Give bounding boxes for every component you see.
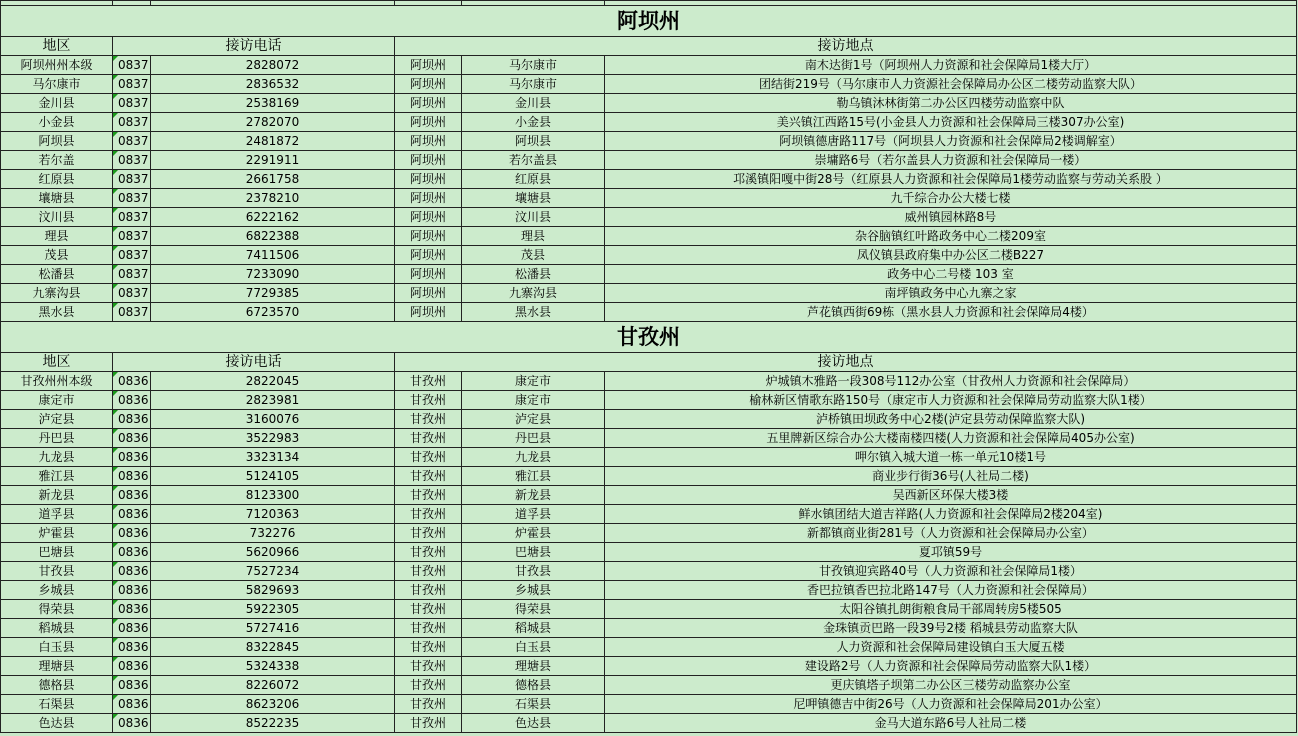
area-code-cell[interactable]: 0836 [113,562,151,581]
table-row [1,448,1297,467]
phone-number-cell[interactable]: 3160076 [151,410,395,429]
region-cell[interactable]: 丹巴县 [1,429,113,448]
region-cell[interactable]: 白玉县 [1,638,113,657]
county-cell[interactable]: 阿坝县 [462,132,605,151]
area-code-cell[interactable]: 0837 [113,151,151,170]
section-title[interactable]: 阿坝州 [1,6,1297,37]
phone-number-cell[interactable]: 8623206 [151,695,395,714]
area-code-cell[interactable]: 0836 [113,695,151,714]
county-cell[interactable]: 石渠县 [462,695,605,714]
header-phone[interactable]: 接访电话 [113,353,395,372]
prefecture-cell[interactable]: 阿坝州 [395,227,462,246]
prefecture-cell[interactable]: 甘孜州 [395,619,462,638]
header-phone[interactable]: 接访电话 [113,37,395,56]
table-row [1,676,1297,695]
area-code-cell[interactable]: 0837 [113,284,151,303]
phone-number-cell[interactable]: 2782070 [151,113,395,132]
region-cell[interactable]: 德格县 [1,676,113,695]
phone-number-cell[interactable]: 5829693 [151,581,395,600]
address-cell[interactable]: 人力资源和社会保障局建设镇白玉大厦五楼 [605,638,1297,657]
prefecture-cell[interactable]: 阿坝州 [395,284,462,303]
phone-number-cell[interactable]: 2836532 [151,75,395,94]
county-cell[interactable]: 马尔康市 [462,56,605,75]
header-address[interactable]: 接访地点 [395,353,1297,372]
table-row [1,429,1297,448]
region-cell[interactable]: 黑水县 [1,303,113,322]
table-row [1,151,1297,170]
prefecture-cell[interactable]: 阿坝州 [395,94,462,113]
prefecture-cell[interactable]: 阿坝州 [395,132,462,151]
address-cell[interactable]: 更庆镇塔子坝第二办公区三楼劳动监察办公室 [605,676,1297,695]
phone-number-cell[interactable]: 7120363 [151,505,395,524]
prefecture-cell[interactable]: 甘孜州 [395,429,462,448]
column-header-row [1,353,1297,372]
address-cell[interactable]: 团结街219号（马尔康市人力资源社会保障局办公区二楼劳动监察大队） [605,75,1297,94]
region-cell[interactable]: 理县 [1,227,113,246]
section-title[interactable]: 甘孜州 [1,322,1297,353]
address-cell[interactable]: 鲜水镇团结大道吉祥路(人力资源和社会保障局2楼204室) [605,505,1297,524]
county-cell[interactable]: 九龙县 [462,448,605,467]
table-row [1,94,1297,113]
prefecture-cell[interactable]: 阿坝州 [395,265,462,284]
county-cell[interactable]: 马尔康市 [462,75,605,94]
phone-number-cell[interactable]: 8522235 [151,714,395,733]
table-row [1,695,1297,714]
table-row [1,467,1297,486]
area-code-cell[interactable]: 0836 [113,448,151,467]
area-code-cell[interactable]: 0836 [113,600,151,619]
address-cell[interactable]: 甘孜镇迎宾路40号（人力资源和社会保障局1楼） [605,562,1297,581]
prefecture-cell[interactable]: 甘孜州 [395,657,462,676]
county-cell[interactable]: 得荣县 [462,600,605,619]
area-code-cell[interactable]: 0837 [113,303,151,322]
table-row [1,265,1297,284]
prefecture-cell[interactable]: 甘孜州 [395,486,462,505]
phone-number-cell[interactable]: 5324338 [151,657,395,676]
phone-number-cell[interactable]: 2291911 [151,151,395,170]
county-cell[interactable]: 炉霍县 [462,524,605,543]
region-cell[interactable]: 新龙县 [1,486,113,505]
county-cell[interactable]: 德格县 [462,676,605,695]
table-row [1,486,1297,505]
phone-number-cell[interactable]: 2661758 [151,170,395,189]
region-cell[interactable]: 阿坝县 [1,132,113,151]
prefecture-cell[interactable]: 阿坝州 [395,208,462,227]
phone-number-cell[interactable]: 8226072 [151,676,395,695]
table-row [1,113,1297,132]
phone-number-cell[interactable]: 5727416 [151,619,395,638]
county-cell[interactable]: 稻城县 [462,619,605,638]
address-cell[interactable]: 建设路2号（人力资源和社会保障局劳动监察大队1楼） [605,657,1297,676]
county-cell[interactable]: 新龙县 [462,486,605,505]
county-cell[interactable]: 道孚县 [462,505,605,524]
table-row [1,391,1297,410]
county-cell[interactable]: 雅江县 [462,467,605,486]
address-cell[interactable]: 凤仪镇县政府集中办公区二楼B227 [605,246,1297,265]
phone-number-cell[interactable]: 732276 [151,524,395,543]
table-row [1,246,1297,265]
prefecture-cell[interactable]: 甘孜州 [395,448,462,467]
area-code-cell[interactable]: 0837 [113,208,151,227]
address-cell[interactable]: 芦花镇西街69栋（黑水县人力资源和社会保障局4楼） [605,303,1297,322]
area-code-cell[interactable]: 0836 [113,543,151,562]
region-cell[interactable]: 马尔康市 [1,75,113,94]
county-cell[interactable]: 理塘县 [462,657,605,676]
region-cell[interactable]: 康定市 [1,391,113,410]
area-code-cell[interactable]: 0836 [113,714,151,733]
table-row [1,543,1297,562]
phone-number-cell[interactable]: 6723570 [151,303,395,322]
county-cell[interactable]: 松潘县 [462,265,605,284]
phone-number-cell[interactable]: 6822388 [151,227,395,246]
area-code-cell[interactable]: 0836 [113,372,151,391]
table-row [1,505,1297,524]
county-cell[interactable]: 乡城县 [462,581,605,600]
area-code-cell[interactable]: 0837 [113,189,151,208]
prefecture-cell[interactable]: 阿坝州 [395,75,462,94]
address-cell[interactable]: 政务中心二号楼 103 室 [605,265,1297,284]
county-cell[interactable]: 白玉县 [462,638,605,657]
prefecture-cell[interactable]: 甘孜州 [395,695,462,714]
phone-number-cell[interactable]: 7729385 [151,284,395,303]
section-title-row [1,322,1297,353]
phone-number-cell[interactable]: 5620966 [151,543,395,562]
area-code-cell[interactable]: 0836 [113,410,151,429]
region-cell[interactable]: 红原县 [1,170,113,189]
phone-number-cell[interactable]: 6222162 [151,208,395,227]
prefecture-cell[interactable]: 甘孜州 [395,543,462,562]
region-cell[interactable]: 金川县 [1,94,113,113]
area-code-cell[interactable]: 0836 [113,581,151,600]
area-code-cell[interactable]: 0836 [113,429,151,448]
prefecture-cell[interactable]: 阿坝州 [395,246,462,265]
header-address[interactable]: 接访地点 [395,37,1297,56]
address-cell[interactable]: 新都镇商业街281号（人力资源和社会保障局办公室） [605,524,1297,543]
address-cell[interactable]: 崇墉路6号（若尔盖县人力资源和社会保障局一楼） [605,151,1297,170]
region-cell[interactable]: 汶川县 [1,208,113,227]
area-code-cell[interactable]: 0837 [113,265,151,284]
region-cell[interactable]: 九龙县 [1,448,113,467]
address-cell[interactable]: 勒乌镇沐林街第二办公区四楼劳动监察中队 [605,94,1297,113]
table-row [1,562,1297,581]
phone-number-cell[interactable]: 5922305 [151,600,395,619]
region-cell[interactable]: 泸定县 [1,410,113,429]
prefecture-cell[interactable]: 甘孜州 [395,562,462,581]
county-cell[interactable]: 理县 [462,227,605,246]
area-code-cell[interactable]: 0836 [113,619,151,638]
table-row [1,410,1297,429]
table-row [1,170,1297,189]
table-row [1,524,1297,543]
column-header-row [1,37,1297,56]
county-cell[interactable]: 茂县 [462,246,605,265]
address-cell[interactable]: 美兴镇江西路15号(小金县人力资源和社会保障局三楼307办公室) [605,113,1297,132]
address-cell[interactable]: 九千综合办公大楼七楼 [605,189,1297,208]
address-cell[interactable]: 夏邛镇59号 [605,543,1297,562]
address-cell[interactable]: 南木达街1号（阿坝州人力资源和社会保障局1楼大厅） [605,56,1297,75]
address-cell[interactable]: 威州镇园林路8号 [605,208,1297,227]
region-cell[interactable]: 九寨沟县 [1,284,113,303]
table-row [1,714,1297,733]
table-row [1,56,1297,75]
prefecture-cell[interactable]: 阿坝州 [395,303,462,322]
area-code-cell[interactable]: 0836 [113,524,151,543]
county-cell[interactable]: 甘孜县 [462,562,605,581]
table-row [1,303,1297,322]
table-row [1,189,1297,208]
prefecture-cell[interactable]: 甘孜州 [395,372,462,391]
prefecture-cell[interactable]: 甘孜州 [395,638,462,657]
address-cell[interactable]: 香巴拉镇香巴拉北路147号（人力资源和社会保障局） [605,581,1297,600]
prefecture-cell[interactable]: 甘孜州 [395,391,462,410]
header-region[interactable]: 地区 [1,37,113,56]
address-cell[interactable]: 金珠镇贡巴路一段39号2楼 稻城县劳动监察大队 [605,619,1297,638]
area-code-cell[interactable]: 0836 [113,657,151,676]
region-cell[interactable]: 稻城县 [1,619,113,638]
region-cell[interactable]: 乡城县 [1,581,113,600]
table-row [1,284,1297,303]
address-cell[interactable]: 五里牌新区综合办公大楼南楼四楼(人力资源和社会保障局405办公室) [605,429,1297,448]
phone-number-cell[interactable]: 2538169 [151,94,395,113]
prefecture-cell[interactable]: 阿坝州 [395,170,462,189]
table-row [1,619,1297,638]
table-row [1,75,1297,94]
prefecture-cell[interactable]: 甘孜州 [395,505,462,524]
table-row [1,600,1297,619]
region-cell[interactable]: 巴塘县 [1,543,113,562]
region-cell[interactable]: 阿坝州州本级 [1,56,113,75]
area-code-cell[interactable]: 0836 [113,638,151,657]
prefecture-cell[interactable]: 阿坝州 [395,151,462,170]
phone-number-cell[interactable]: 7233090 [151,265,395,284]
table-row [1,581,1297,600]
table-row [1,208,1297,227]
phone-number-cell[interactable]: 8322845 [151,638,395,657]
prefecture-cell[interactable]: 甘孜州 [395,714,462,733]
region-cell[interactable]: 理塘县 [1,657,113,676]
region-cell[interactable]: 松潘县 [1,265,113,284]
table-row [1,132,1297,151]
address-cell[interactable]: 尼呷镇德吉中街26号（人力资源和社会保障局201办公室） [605,695,1297,714]
address-cell[interactable]: 商业步行街36号(人社局二楼) [605,467,1297,486]
county-cell[interactable]: 汶川县 [462,208,605,227]
phone-number-cell[interactable]: 7411506 [151,246,395,265]
region-cell[interactable]: 甘孜县 [1,562,113,581]
county-cell[interactable]: 黑水县 [462,303,605,322]
address-cell[interactable]: 呷尔镇入城大道一栋一单元10楼1号 [605,448,1297,467]
county-cell[interactable]: 康定市 [462,391,605,410]
region-cell[interactable]: 茂县 [1,246,113,265]
area-code-cell[interactable]: 0837 [113,113,151,132]
address-cell[interactable]: 杂谷脑镇红叶路政务中心二楼209室 [605,227,1297,246]
address-cell[interactable]: 榆林新区情歌东路150号（康定市人力资源和社会保障局劳动监察大队1楼） [605,391,1297,410]
table-row [1,372,1297,391]
prefecture-cell[interactable]: 甘孜州 [395,581,462,600]
area-code-cell[interactable]: 0836 [113,467,151,486]
address-cell[interactable]: 阿坝镇德唐路117号（阿坝县人力资源和社会保障局2楼调解室） [605,132,1297,151]
area-code-cell[interactable]: 0836 [113,391,151,410]
phone-number-cell[interactable]: 2828072 [151,56,395,75]
table-row [1,657,1297,676]
county-cell[interactable]: 丹巴县 [462,429,605,448]
address-cell[interactable]: 炉城镇木雅路一段308号112办公室（甘孜州人力资源和社会保障局） [605,372,1297,391]
area-code-cell[interactable]: 0837 [113,94,151,113]
region-cell[interactable]: 得荣县 [1,600,113,619]
phone-number-cell[interactable]: 2822045 [151,372,395,391]
phone-number-cell[interactable]: 5124105 [151,467,395,486]
region-cell[interactable]: 道孚县 [1,505,113,524]
region-cell[interactable]: 甘孜州州本级 [1,372,113,391]
county-cell[interactable]: 小金县 [462,113,605,132]
county-cell[interactable]: 泸定县 [462,410,605,429]
phone-number-cell[interactable]: 2481872 [151,132,395,151]
address-cell[interactable]: 南坪镇政务中心九寨之家 [605,284,1297,303]
region-cell[interactable]: 炉霍县 [1,524,113,543]
table-row [1,227,1297,246]
prefecture-cell[interactable]: 甘孜州 [395,410,462,429]
region-cell[interactable]: 壤塘县 [1,189,113,208]
area-code-cell[interactable]: 0837 [113,246,151,265]
prefecture-cell[interactable]: 阿坝州 [395,189,462,208]
phone-number-cell[interactable]: 8123300 [151,486,395,505]
county-cell[interactable]: 红原县 [462,170,605,189]
region-cell[interactable]: 小金县 [1,113,113,132]
region-cell[interactable]: 雅江县 [1,467,113,486]
county-cell[interactable]: 若尔盖县 [462,151,605,170]
prefecture-cell[interactable]: 甘孜州 [395,524,462,543]
region-cell[interactable]: 石渠县 [1,695,113,714]
table-row [1,638,1297,657]
prefecture-cell[interactable]: 阿坝州 [395,56,462,75]
section-title-row [1,6,1297,37]
phone-number-cell[interactable]: 3323134 [151,448,395,467]
address-cell[interactable]: 邛溪镇阳嘎中街28号（红原县人力资源和社会保障局1楼劳动监察与劳动关系股 ） [605,170,1297,189]
county-cell[interactable]: 金川县 [462,94,605,113]
area-code-cell[interactable]: 0836 [113,505,151,524]
phone-number-cell[interactable]: 3522983 [151,429,395,448]
prefecture-cell[interactable]: 甘孜州 [395,467,462,486]
prefecture-cell[interactable]: 阿坝州 [395,113,462,132]
area-code-cell[interactable]: 0837 [113,56,151,75]
county-cell[interactable]: 色达县 [462,714,605,733]
address-cell[interactable]: 太阳谷镇扎朗街粮食局干部周转房5楼505 [605,600,1297,619]
address-cell[interactable]: 吴西新区环保大楼3楼 [605,486,1297,505]
region-cell[interactable]: 色达县 [1,714,113,733]
area-code-cell[interactable]: 0836 [113,486,151,505]
area-code-cell[interactable]: 0837 [113,132,151,151]
region-cell[interactable]: 若尔盖 [1,151,113,170]
county-cell[interactable]: 巴塘县 [462,543,605,562]
address-cell[interactable]: 金马大道东路6号人社局二楼 [605,714,1297,733]
area-code-cell[interactable]: 0837 [113,75,151,94]
prefecture-cell[interactable]: 甘孜州 [395,600,462,619]
phone-number-cell[interactable]: 2823981 [151,391,395,410]
phone-number-cell[interactable]: 2378210 [151,189,395,208]
county-cell[interactable]: 九寨沟县 [462,284,605,303]
county-cell[interactable]: 壤塘县 [462,189,605,208]
header-region[interactable]: 地区 [1,353,113,372]
area-code-cell[interactable]: 0837 [113,170,151,189]
phone-number-cell[interactable]: 7527234 [151,562,395,581]
area-code-cell[interactable]: 0836 [113,676,151,695]
area-code-cell[interactable]: 0837 [113,227,151,246]
address-cell[interactable]: 泸桥镇田坝政务中心2楼(泸定县劳动保障监察大队) [605,410,1297,429]
county-cell[interactable]: 康定市 [462,372,605,391]
prefecture-cell[interactable]: 甘孜州 [395,676,462,695]
